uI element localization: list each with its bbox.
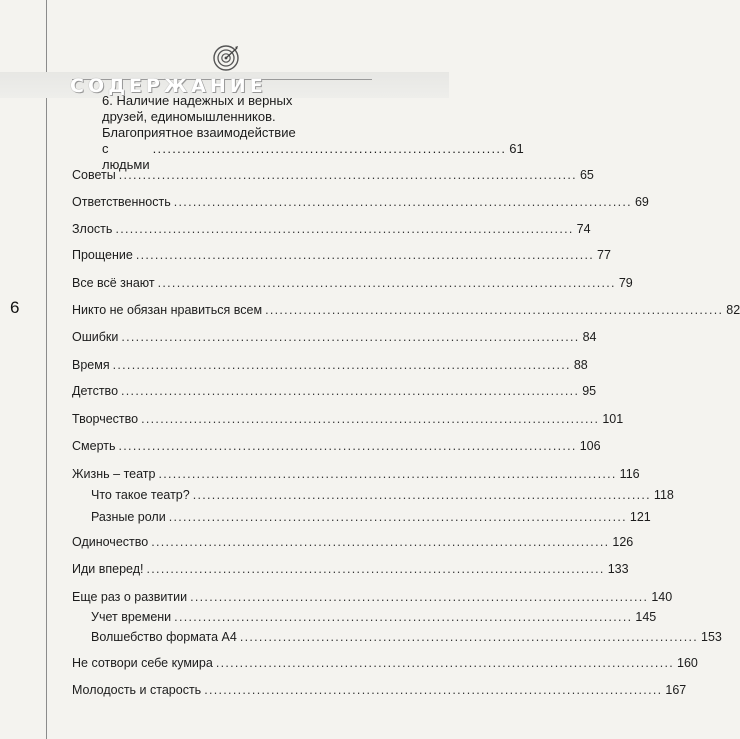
toc-entry-title: Молодость и старость bbox=[72, 683, 202, 697]
toc-entry-line: Благоприятное взаимодействие bbox=[102, 125, 296, 140]
toc-entry-title: Ошибки bbox=[72, 330, 119, 344]
toc-page-number: 106 bbox=[579, 439, 601, 453]
toc-entry-title: Иди вперед! bbox=[72, 562, 144, 576]
toc-entry-line: с людьми bbox=[102, 141, 150, 172]
toc-entry-title: Детство bbox=[72, 384, 119, 398]
leader-dots: ................................................................................................ bbox=[173, 195, 632, 209]
page-number: 6 bbox=[10, 298, 20, 317]
toc-page-number: 69 bbox=[634, 195, 649, 209]
toc-page-number: 79 bbox=[618, 276, 633, 290]
toc-entry-title: Жизнь – театр bbox=[72, 467, 156, 481]
leader-dots: ................................................................................................ bbox=[158, 467, 617, 481]
toc-entry[interactable] bbox=[72, 248, 611, 263]
toc-entry-title: Все всё знают bbox=[72, 276, 155, 290]
toc-page-number: 61 bbox=[509, 141, 524, 156]
toc-entry-title: Прощение bbox=[72, 248, 133, 262]
toc-page-number: 82 bbox=[726, 303, 740, 317]
leader-dots: ........................................................................ bbox=[152, 141, 507, 156]
leader-dots: ................................................................................................ bbox=[157, 276, 616, 290]
toc-subentry[interactable] bbox=[91, 630, 722, 645]
toc-entry-6[interactable] bbox=[102, 93, 524, 173]
toc-entry[interactable] bbox=[72, 384, 597, 399]
toc-page-number: 167 bbox=[665, 683, 687, 697]
leader-dots: ................................................................................................ bbox=[265, 303, 724, 317]
toc-entry-title: Волшебство формата А4 bbox=[91, 630, 237, 644]
toc-entry-title: Злость bbox=[72, 222, 113, 236]
toc-subentry[interactable] bbox=[91, 488, 674, 503]
toc-page-number: 84 bbox=[582, 330, 597, 344]
leader-dots: ................................................................................................ bbox=[215, 656, 675, 670]
target-icon bbox=[213, 45, 239, 71]
leader-dots: ................................................................................................ bbox=[141, 412, 600, 426]
toc-entry[interactable] bbox=[72, 222, 591, 237]
header-title: СОДЕРЖАНИЕ bbox=[70, 75, 267, 97]
toc-entry[interactable] bbox=[72, 590, 673, 605]
toc-entry[interactable] bbox=[72, 535, 634, 550]
leader-dots: ................................................................................................ bbox=[151, 535, 610, 549]
leader-dots: ................................................................................................ bbox=[118, 439, 577, 453]
leader-dots: ................................................................................................ bbox=[174, 610, 633, 624]
toc-entry-line: 6. Наличие надежных и верных bbox=[102, 93, 293, 108]
leader-dots: ................................................................................................ bbox=[115, 222, 574, 236]
toc-page-number: 116 bbox=[619, 467, 640, 481]
toc-page-number: 153 bbox=[701, 630, 722, 644]
toc-page-number: 145 bbox=[635, 610, 657, 624]
toc-entry-title: Одиночество bbox=[72, 535, 149, 549]
toc-entry-title: Смерть bbox=[72, 439, 116, 453]
toc-page-number: 133 bbox=[607, 562, 629, 576]
toc-entry-title: Учет времени bbox=[91, 610, 172, 624]
toc-page-number: 126 bbox=[612, 535, 634, 549]
toc-subentry[interactable] bbox=[91, 510, 651, 525]
toc-entry[interactable] bbox=[72, 303, 740, 318]
toc-entry-title: Что такое театр? bbox=[91, 488, 190, 502]
toc-entry[interactable] bbox=[72, 412, 624, 427]
toc-entry-title: Время bbox=[72, 358, 110, 372]
leader-dots: ................................................................................................ bbox=[135, 248, 595, 262]
leader-dots: ................................................................................................ bbox=[112, 358, 571, 372]
toc-page-number: 65 bbox=[579, 168, 594, 182]
toc-entry[interactable] bbox=[72, 168, 594, 183]
toc-entry[interactable] bbox=[72, 195, 649, 210]
toc-page-number: 74 bbox=[576, 222, 591, 236]
leader-dots: ................................................................................................ bbox=[239, 630, 699, 644]
toc-page-number: 101 bbox=[602, 412, 624, 426]
toc-page-number: 95 bbox=[582, 384, 597, 398]
toc-entry-title: Разные роли bbox=[91, 510, 166, 524]
toc-entry-title: Не сотвори себе кумира bbox=[72, 656, 213, 670]
leader-dots: ................................................................................................ bbox=[118, 168, 577, 182]
toc-entry-title: Никто не обязан нравиться всем bbox=[72, 303, 263, 317]
toc-entry[interactable] bbox=[72, 358, 588, 373]
toc-page-number: 140 bbox=[651, 590, 673, 604]
toc-page-number: 121 bbox=[629, 510, 651, 524]
leader-dots: ................................................................................................ bbox=[190, 590, 649, 604]
toc-entry-title: Ответственность bbox=[72, 195, 171, 209]
leader-dots: ................................................................................................ bbox=[121, 330, 580, 344]
toc-entry-title: Творчество bbox=[72, 412, 139, 426]
toc-entry[interactable] bbox=[72, 683, 687, 698]
toc-entry[interactable] bbox=[72, 439, 601, 454]
leader-dots: ................................................................................................ bbox=[146, 562, 605, 576]
toc-entry[interactable] bbox=[72, 330, 597, 345]
toc-entry[interactable] bbox=[72, 656, 698, 671]
toc-page-number: 160 bbox=[677, 656, 698, 670]
leader-dots: ................................................................................................ bbox=[168, 510, 627, 524]
leader-dots: ................................................................................................ bbox=[192, 488, 651, 502]
toc-entry-title: Еще раз о развитии bbox=[72, 590, 188, 604]
toc-entry[interactable] bbox=[72, 276, 633, 291]
toc-entry[interactable] bbox=[72, 562, 629, 577]
toc-entry[interactable] bbox=[72, 467, 640, 482]
leader-dots: ................................................................................................ bbox=[204, 683, 663, 697]
toc-subentry[interactable] bbox=[91, 610, 657, 625]
margin-rule bbox=[46, 0, 47, 739]
toc-page-number: 118 bbox=[653, 488, 674, 502]
leader-dots: ................................................................................................ bbox=[121, 384, 580, 398]
toc-entry-line: друзей, единомышленников. bbox=[102, 109, 276, 124]
toc-page-number: 77 bbox=[597, 248, 611, 262]
toc-entry-title: Советы bbox=[72, 168, 116, 182]
toc-page-number: 88 bbox=[573, 358, 588, 372]
